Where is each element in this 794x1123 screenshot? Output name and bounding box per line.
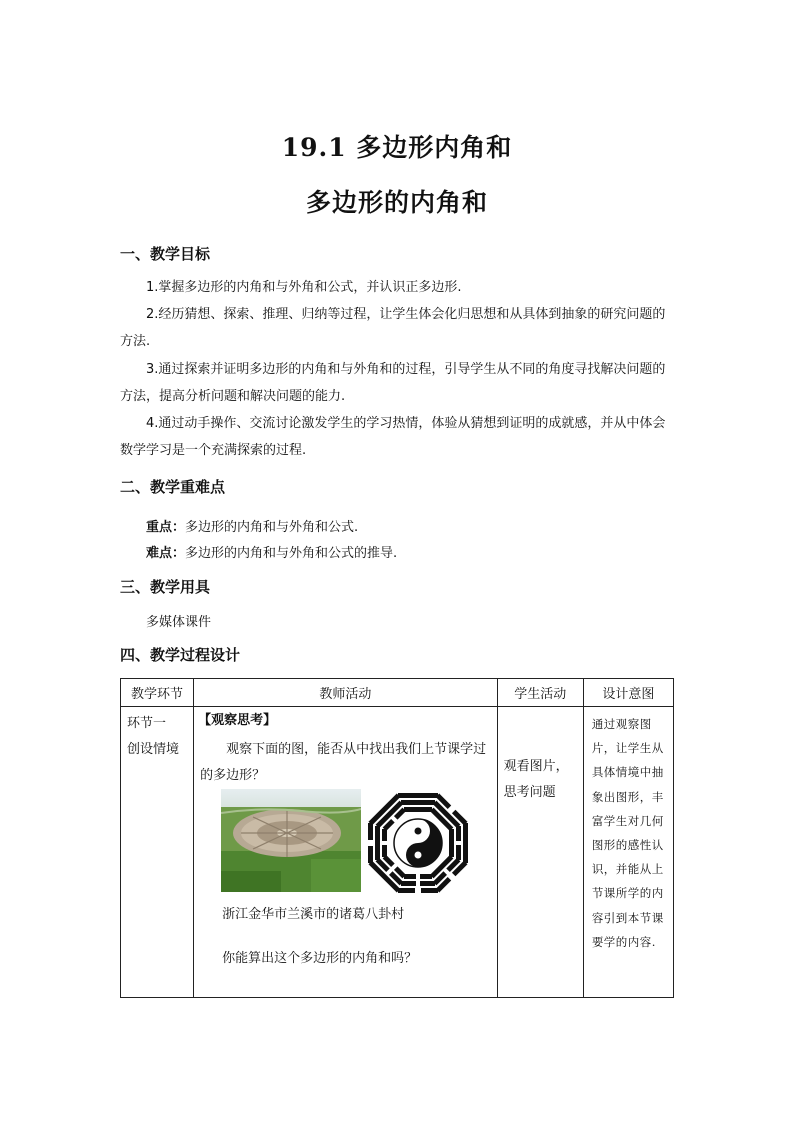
stage-cell: [121, 707, 194, 998]
section-heading-process: 四、教学过程设计: [120, 646, 241, 664]
teacher-activity-cell: [194, 707, 498, 998]
focus-text: 多边形的内角和与外角和公式.: [185, 520, 359, 535]
student-activity-line: 思考问题: [503, 785, 556, 800]
student-activity-line: 观看图片，: [503, 759, 569, 774]
difficulty-text: 多边形的内角和与外角和公式的推导.: [185, 546, 398, 561]
village-aerial-photo: [221, 789, 361, 892]
bagua-diagram: [366, 791, 470, 895]
document-title: 19.1 多边形内角和: [281, 133, 513, 162]
goal-item: 2.经历猜想、探索、推理、归纳等过程，让学生体会化归思想和从具体到抽象的研究问题的方法.: [120, 307, 666, 349]
table-header: 教学环节: [121, 679, 194, 707]
section-heading-tools: 三、教学用具: [120, 578, 211, 596]
table-header: 设计意图: [583, 679, 673, 707]
student-activity-cell: [497, 707, 583, 998]
focus-label: 重点：: [146, 520, 186, 535]
difficulty-label: 难点：: [146, 546, 186, 561]
tools-text: 多媒体课件: [146, 615, 212, 630]
observe-heading: 【观察思考】: [198, 713, 277, 728]
section-heading-goals: 一、教学目标: [120, 245, 211, 263]
goal-item: 3.通过探索并证明多边形的内角和与外角和的过程，引导学生从不同的角度寻找解决问题的方法，提高分析问题和解决问题的能力.: [120, 362, 666, 404]
stage-line: 环节一: [127, 716, 167, 731]
table-header-row: [121, 679, 674, 707]
image-caption: 浙江金华市兰溪市的诸葛八卦村: [222, 907, 405, 922]
table-header: 教师活动: [194, 679, 498, 707]
difficulty-line: [146, 542, 397, 561]
stage-line: 创设情境: [127, 742, 180, 757]
goal-item: 1.掌握多边形的内角和与外角和公式，并认识正多边形.: [146, 280, 462, 295]
document-subtitle: 多边形的内角和: [305, 188, 488, 217]
teacher-question-2: 你能算出这个多边形的内角和吗？: [222, 951, 418, 966]
table-row: [121, 707, 674, 998]
design-intent-text: 通过观察图片，让学生从具体情境中抽象出图形，丰富学生对几何图形的感性认识，并能从上节课所学的内容引到本节课要学的内容.: [591, 717, 664, 949]
design-intent-cell: [583, 707, 673, 998]
teacher-question: 观察下面的图，能否从中找出我们上节课学过的多边形？: [200, 742, 487, 783]
focus-line: [146, 516, 358, 535]
process-table: [120, 678, 674, 998]
goal-item: 4.通过动手操作、交流讨论激发学生的学习热情，体验从猜想到证明的成就感，并从中体会数学学习是一个充满探索的过程.: [120, 416, 666, 458]
section-heading-key-points: 二、教学重难点: [120, 478, 226, 496]
table-header: 学生活动: [497, 679, 583, 707]
